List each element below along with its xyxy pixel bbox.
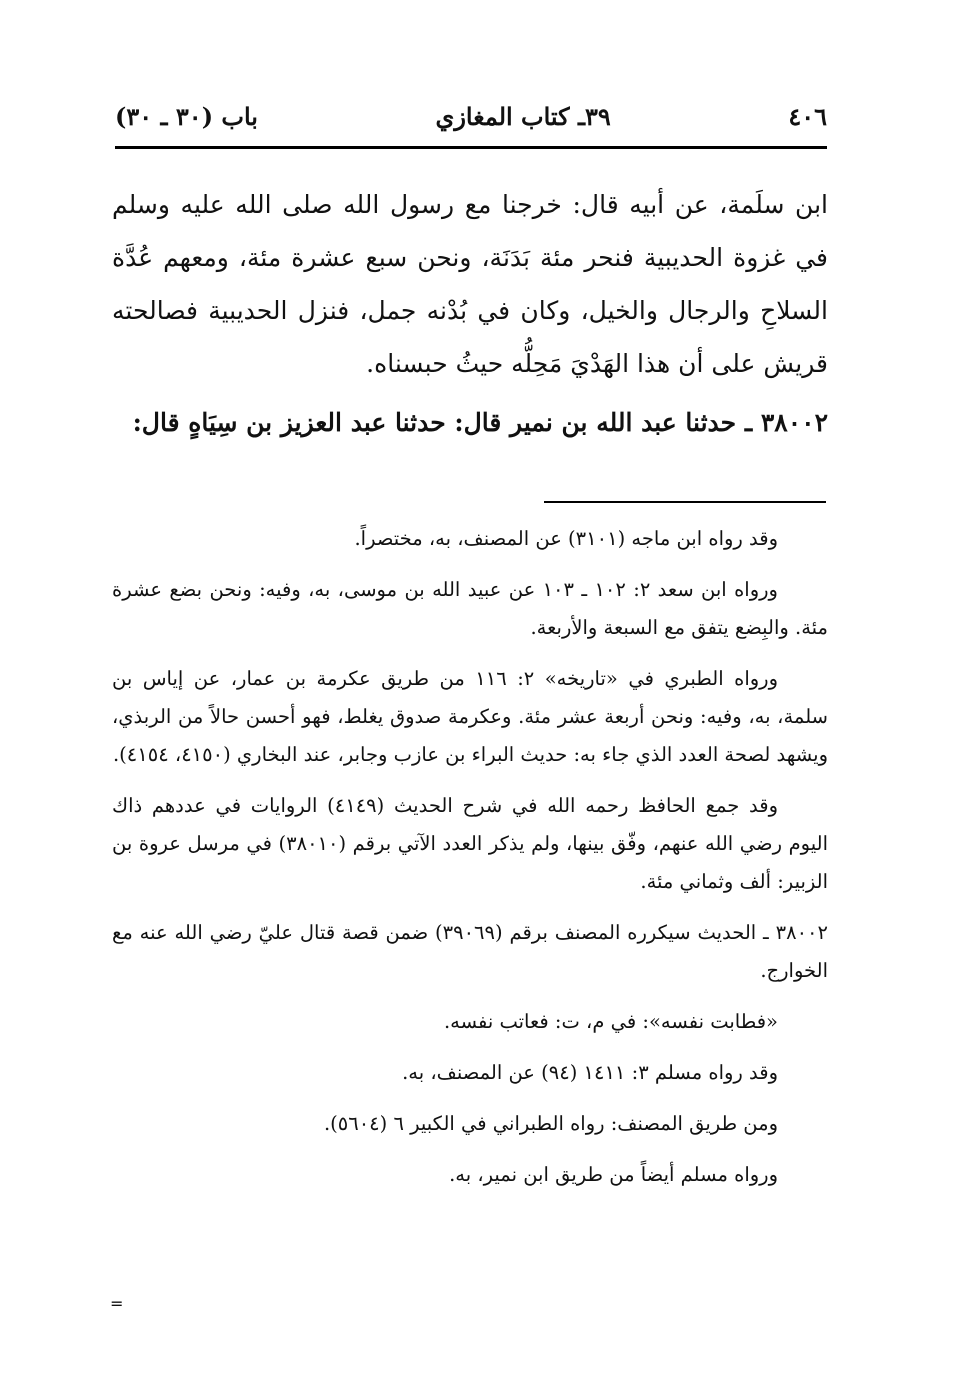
header-rule	[115, 146, 827, 149]
chapter-reference: باب (٣٠ ـ ٣٠)	[115, 101, 258, 131]
footnote-separator	[544, 501, 826, 503]
footnote-paragraph: وقد جمع الحافظ رحمه الله في شرح الحديث (٤١٤٩) الروايات في عددهم ذاك اليوم رضي الله عنهم، وفّق بينها، ولم يذكر العدد الآتي برقم (٣٨٠١٠) في مرسل عروة بن الزبير: ألف وثماني مئة.	[112, 794, 829, 893]
footnote-paragraph: ورواه ابن سعد ٢: ١٠٢ ـ ١٠٣ عن عبيد الله بن موسى، به، وفيه: ونحن بضع عشرة مئة. والبِضع يتفق مع السبعة والأربعة.	[112, 578, 828, 639]
footnote-paragraph: ورواه الطبري في «تاريخه» ٢: ١١٦ من طريق عكرمة بن عمار، عن إياس بن سلمة، به، وفيه: ونحن أربعة عشر مئة. وعكرمة صدوق يغلط، فهو أحسن حالاً من الربذي، ويشهد لصحة العدد الذي جاء به: حديث البراء بن عازب وجابر، عند البخاري (٤١٥٠، ٤١٥٤).	[112, 667, 828, 766]
footnote-paragraph: ورواه مسلم أيضاً من طريق ابن نمير، به.	[449, 1163, 778, 1186]
book-title: ٣٩ـ كتاب المغازي	[435, 101, 611, 131]
footnote-paragraph: وقد رواه مسلم ٣: ١٤١١ (٩٤) عن المصنف، به.	[402, 1061, 778, 1084]
hadith-heading: ٣٨٠٠٢ ـ حدثنا عبد الله بن نمير قال: حدثنا عبد العزيز بن سِيَاهٍ قال:	[132, 408, 828, 437]
page-header	[115, 96, 827, 136]
main-text	[112, 178, 828, 449]
footnote-paragraph: ومن طريق المصنف: رواه الطبراني في الكبير ٦ (٥٦٠٤).	[323, 1112, 778, 1135]
footnotes	[112, 520, 828, 1207]
main-paragraph: ابن سلَمة، عن أبيه قال: خرجنا مع رسول الله صلى الله عليه وسلم في غزوة الحديبية فنحر مئة بَدَنَة، ونحن سبع عشرة مئة، ومعهم عُدَّة السلاحِ والرجال والخيل، وكان في بُدْنه جمل، فنزل الحديبية فصالحته قريش على أن هذا الهَدْيَ مَحِلُّه حيثُ حبسناه.	[112, 190, 828, 378]
page-number: ٤٠٦	[788, 101, 827, 131]
continuation-mark: =	[110, 1294, 124, 1313]
footnote-paragraph: «فطابت نفسه»: في م، ت: فعاتب نفسه.	[443, 1010, 778, 1033]
footnote-paragraph: ٣٨٠٠٢ ـ الحديث سيكرره المصنف برقم (٣٩٠٦٩) ضمن قصة قتال عليّ رضي الله عنه مع الخوارج.	[112, 921, 828, 982]
footnote-paragraph: وقد رواه ابن ماجه (٣١٠١) عن المصنف، به، مختصراً.	[354, 527, 778, 550]
